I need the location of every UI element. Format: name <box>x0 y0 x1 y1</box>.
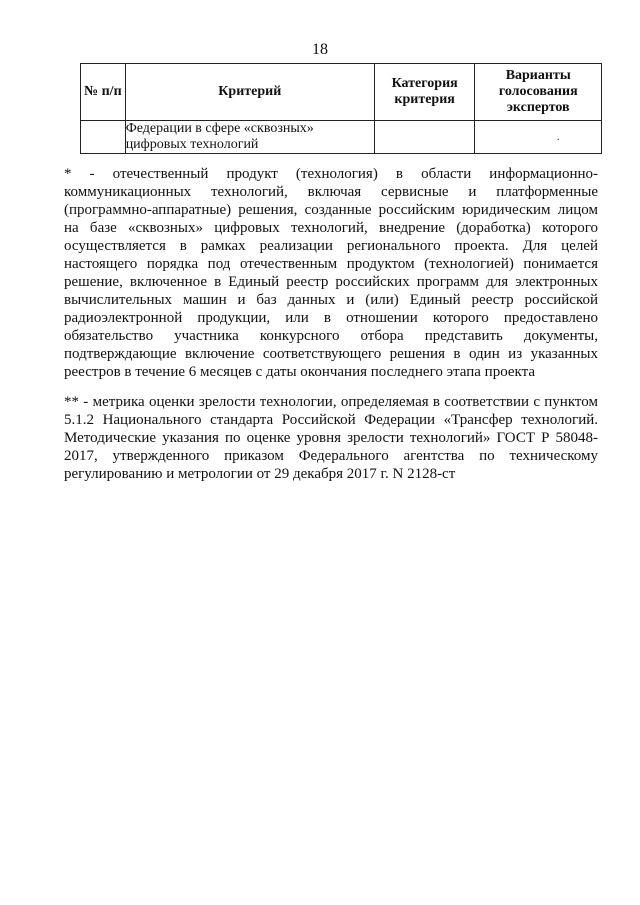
table-row <box>81 121 602 154</box>
footnote-single-asterisk: * - отечественный продукт (технология) в области информационно-коммуникационных технологий, включая сервисные и платформенные (программно-аппаратные) решения, созданные российским юридическим лицом на базе «сквозных» цифровых технологий, внедрение (доработка) которого осуществляется в рамках реализации регионального проекта. Для целей настоящего порядка под отечественным продуктом (технологией) понимается решение, включенное в Единый реестр российских программ для электронных вычислительных машин и баз данных и (или) Единый реестр российской радиоэлектронной продукции, или в отношении которого предоставлено обязательство участника конкурсного отбора представить документы, подтверждающие включение соответствующего решения в один из указанных реестров в течение 6 месяцев с даты окончания последнего этапа проекта <box>64 166 598 380</box>
header-number: № п/п <box>81 64 126 121</box>
criteria-table <box>80 63 602 154</box>
table-header-row <box>81 64 602 121</box>
cell-number <box>81 121 126 154</box>
cell-votes <box>475 121 602 154</box>
page-number: 18 <box>312 41 328 58</box>
cell-criterion: Федерации в сфере «сквозных» цифровых технологий <box>125 121 374 154</box>
header-category: Категория критерия <box>374 64 475 121</box>
header-votes: Варианты голосования экспертов <box>475 64 602 121</box>
header-criterion: Критерий <box>125 64 374 121</box>
footnote-double-asterisk: ** - метрика оценки зрелости технологии, определяемая в соответствии с пунктом 5.1.2 Национального стандарта Российской Федерации «Трансфер технологий. Методические указания по оценке уровня зрелости технологий» ГОСТ Р 58048-2017, утвержденного приказом Федерального агентства по техническому регулированию и метрологии от 29 декабря 2017 г. N 2128-ст <box>64 394 598 482</box>
cell-votes-mark: . <box>556 131 560 143</box>
cell-category <box>374 121 475 154</box>
